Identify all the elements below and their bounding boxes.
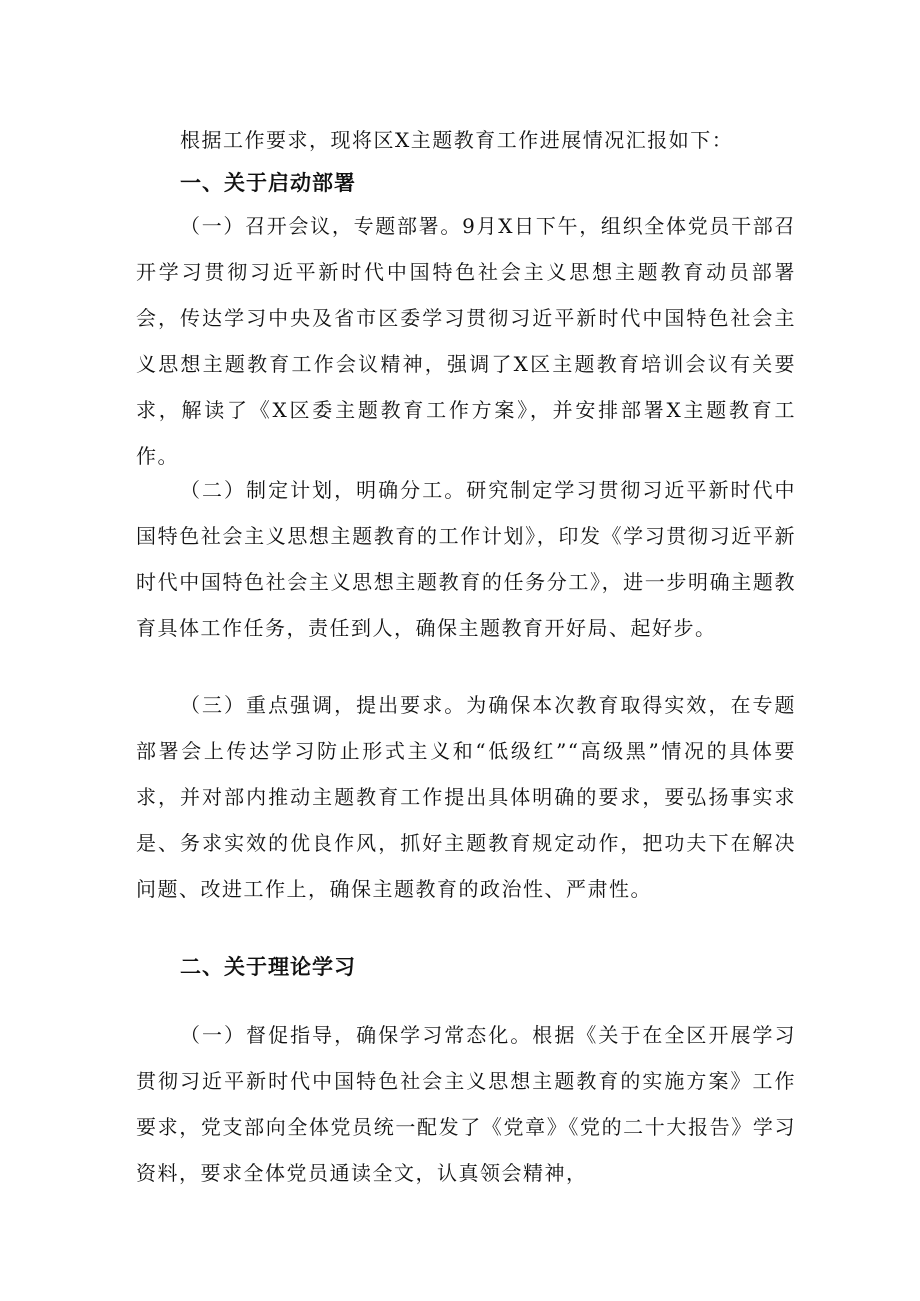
section-1-paragraph-3: （三）重点强调，提出要求。为确保本次教育取得实效，在专题部署会上传达学习防止形式主义和“低级红”“高级黑”情况的具体要求，并对部内推动主题教育工作提出具体明确的要求，要弘扬事实求是、务求实效的优良作风，抓好主题教育规定动作，把功夫下在解决问题、改进工作上，确保主题教育的政治性、严肃性。 [136,693,796,901]
section-1-paragraph-2: （二）制定计划，明确分工。研究制定学习贯彻习近平新时代中国特色社会主义思想主题教育的工作计划》，印发《学习贯彻习近平新时代中国特色社会主义思想主题教育的任务分工》，进一步明确主题教育具体工作任务，责任到人，确保主题教育开好局、起好步。 [136,478,796,640]
section-2-paragraph-1: （一）督促指导，确保学习常态化。根据《关于在全区开展学习贯彻习近平新时代中国特色社会主义思想主题教育的实施方案》工作要求，党支部向全体党员统一配发了《党章》《党的二十大报告》学习资料，要求全体党员通读全文，认真领会精神， [136,1023,796,1185]
intro-paragraph: 根据工作要求，现将区X主题教育工作进展情况汇报如下： [180,128,734,152]
section-2-heading: 二、关于理论学习 [180,955,356,979]
section-1-heading: 一、关于启动部署 [180,171,356,195]
section-1-paragraph-1: （一）召开会议，专题部署。9月X日下午，组织全体党员干部召开学习贯彻习近平新时代中国特色社会主义思想主题教育动员部署会，传达学习中央及省市区委学习贯彻习近平新时代中国特色社会主义思想主题教育工作会议精神，强调了X区主题教育培训会议有关要求，解读了《X区委主题教育工作方案》，并安排部署X主题教育工作。 [136,214,796,468]
